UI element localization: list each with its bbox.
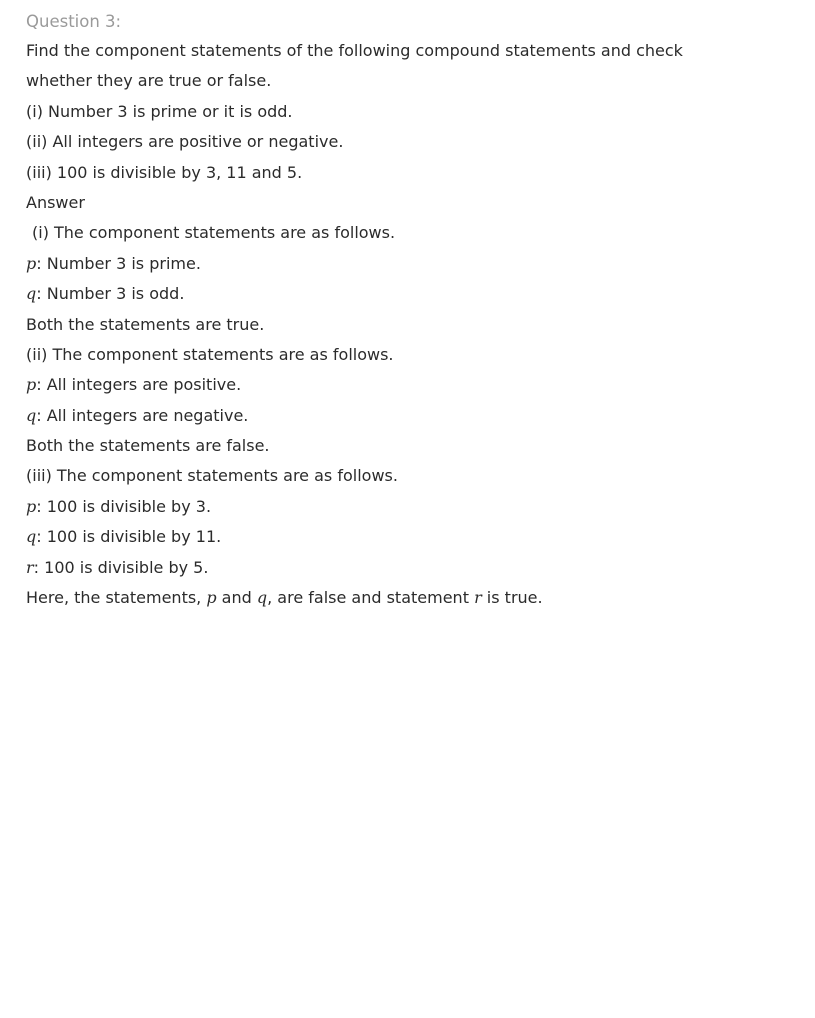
question-item-3: (iii) 100 is divisible by 3, 11 and 5. [26,162,303,182]
question-heading: Question 3: [26,12,122,31]
statement-text: : 100 is divisible by 11. [36,527,222,547]
variable-q: q [26,284,37,304]
answer-part2-intro: (ii) The component statements are as follows. [26,344,394,364]
question-prompt-line-2: whether they are true or false. [26,71,272,91]
variable-r: r [26,557,34,577]
statement-text: : Number 3 is odd. [36,284,185,304]
variable-p: p [26,375,37,395]
conclusion-text: Here, the statements, [26,588,207,608]
answer-part3-conclusion [26,583,796,613]
answer-part3-p-statement [26,492,796,522]
conclusion-text: is true. [481,588,543,608]
answer-part2-conclusion: Both the statements are false. [26,436,270,456]
conclusion-text: and [216,588,257,608]
variable-q: q [26,405,37,425]
document-page [26,8,796,613]
question-prompt-line-1: Find the component statements of the following compound statements and check [26,41,683,60]
answer-part1-intro: (i) The component statements are as follows. [32,223,396,243]
answer-part1-p-statement [26,249,796,279]
variable-p: p [26,496,37,516]
question-item-2: (ii) All integers are positive or negative. [26,132,344,152]
statement-text: : 100 is divisible by 3. [36,496,212,516]
statement-text: : All integers are positive. [36,375,242,395]
variable-q: q [26,527,37,547]
statement-text: : 100 is divisible by 5. [33,557,209,577]
answer-part2-q-statement [26,401,796,431]
question-item-1: (i) Number 3 is prime or it is odd. [26,101,293,121]
answer-part2-p-statement [26,370,796,400]
statement-text: : Number 3 is prime. [36,253,201,273]
answer-part1-q-statement [26,279,796,309]
variable-p: p [206,588,217,608]
answer-part3-r-statement [26,553,796,583]
answer-part1-conclusion: Both the statements are true. [26,314,265,334]
variable-r: r [474,588,482,608]
variable-p: p [26,253,37,273]
conclusion-text: , are false and statement [267,588,475,608]
answer-part3-intro: (iii) The component statements are as follows. [26,466,398,486]
answer-part3-q-statement [26,522,796,552]
statement-text: : All integers are negative. [36,405,249,425]
answer-label: Answer [26,192,85,212]
variable-q: q [256,588,268,608]
